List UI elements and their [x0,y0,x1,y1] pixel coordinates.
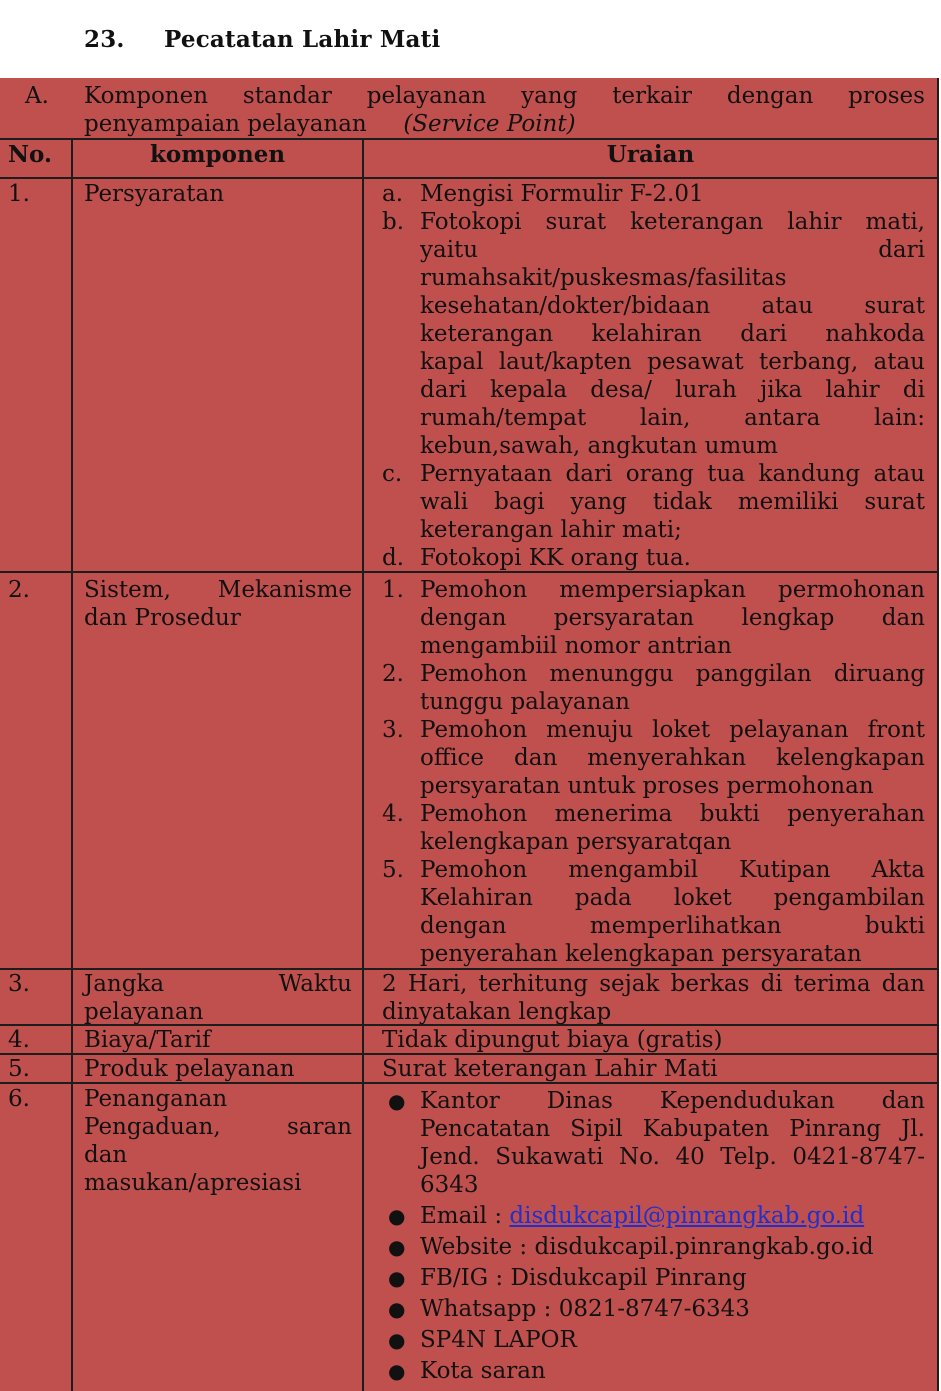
step-number: 3. [382,717,404,743]
email-label: Email : [420,1203,510,1229]
procedure-step [382,856,925,968]
requirement-item [382,180,925,208]
row-6-no: 6. [8,1086,30,1112]
bullet-dot-icon: ● [388,1204,406,1228]
header-row-divider [0,177,939,179]
contact-sp4n [382,1326,925,1354]
item-line: rumah/tempat lain, antara lain: [420,405,925,431]
item-line: Pencatatan Sipil Kabupaten Pinrang Jl. [420,1116,925,1142]
website-text: Website : disdukcapil.pinrangkab.go.id [420,1234,874,1260]
heading-word: pelayanan [366,83,487,109]
komponen-line: masukan/apresiasi [84,1170,302,1196]
fbig-text: FB/IG : Disdukcapil Pinrang [420,1265,747,1291]
item-line: Fotokopi surat keterangan lahir mati, [420,209,925,235]
table-border-top [0,138,939,140]
item-line: persyaratan untuk proses permohonan [420,773,874,799]
item-line: penyerahan kelengkapan persyaratan [420,941,862,967]
item-line: Pemohon mempersiapkan permohonan [420,577,925,603]
row-2-komponen [84,576,352,632]
step-number: 5. [382,857,404,883]
row-6-komponen [84,1085,352,1197]
row-2-uraian [382,576,925,968]
item-line: mengambiil nomor antrian [420,633,732,659]
komponen-line: dan [84,1142,128,1168]
row-1-uraian [382,180,925,572]
item-line: Pemohon mengambil Kutipan Akta [420,857,925,883]
subsection-line-2 [84,110,925,138]
section-title: Pecatatan Lahir Mati [164,26,441,53]
step-number: 4. [382,801,404,827]
subsection-text [84,82,925,138]
item-marker: a. [382,181,404,207]
item-line: keterangan lahir mati; [420,517,682,543]
contact-whatsapp [382,1295,925,1323]
row-3-uraian [382,970,925,1026]
uraian-line: dinyatakan lengkap [382,999,612,1025]
heading-word: proses [848,83,925,109]
item-line: Pernyataan dari orang tua kandung atau [420,461,925,487]
bullet-dot-icon: ● [388,1266,406,1290]
header-no: No. [8,141,52,168]
procedure-step [382,576,925,660]
column-divider-2 [362,138,364,1391]
email-link[interactable]: disdukcapil@pinrangkab.go.id [509,1203,865,1229]
item-line: dari kepala desa/ lurah jika lahir di [420,377,925,403]
item-line: kebun,sawah, angkutan umum [420,433,778,459]
contact-website [382,1233,925,1261]
item-line: kelengkapan persyaratqan [420,829,732,855]
bullet-dot-icon: ● [388,1297,406,1321]
item-marker: d. [382,545,405,571]
row-3-no: 3. [8,971,30,997]
page-title [84,26,440,53]
row-4-komponen: Biaya/Tarif [84,1027,211,1053]
section-number: 23. [84,26,125,53]
row-1-komponen: Persyaratan [84,181,225,207]
komponen-line: Penanganan [84,1086,228,1112]
contact-email [382,1202,925,1230]
item-line: 6343 [420,1172,479,1198]
item-line: office dan menyerahkan kelengkapan [420,745,925,771]
row-2-no: 2. [8,577,30,603]
item-line: Pemohon menuju loket pelayanan front [420,717,925,743]
step-number: 2. [382,661,404,687]
requirement-item [382,544,925,572]
row-5-komponen: Produk pelayanan [84,1056,295,1082]
item-line: wali bagi yang tidak memiliki surat [420,489,925,515]
contact-fbig [382,1264,925,1292]
row-5-no: 5. [8,1056,30,1082]
item-line: dengan persyaratan lengkap dan [420,605,925,631]
row-5-uraian: Surat keterangan Lahir Mati [382,1056,718,1082]
row-4-uraian: Tidak dipungut biaya (gratis) [382,1027,723,1053]
item-line: rumahsakit/puskesmas/fasilitas [420,265,787,291]
whatsapp-text: Whatsapp : 0821-8747-6343 [420,1296,750,1322]
item-line: yaitu dari [420,237,925,263]
komponen-line: dan Prosedur [84,605,241,631]
item-marker: b. [382,209,405,235]
heading-word: Komponen [84,83,209,109]
item-line: Mengisi Formulir F-2.01 [420,181,704,207]
row-4-no: 4. [8,1027,30,1053]
step-number: 1. [382,577,404,603]
item-line: kapal laut/kapten pesawat terbang, atau [420,349,925,375]
komponen-line: Sistem, Mekanisme [84,577,352,603]
item-line: Fotokopi KK orang tua. [420,545,691,571]
item-line: dengan memperlihatkan bukti [420,913,925,939]
requirement-item [382,460,925,544]
bullet-dot-icon: ● [388,1328,406,1352]
komponen-line: Pengaduan, saran [84,1114,352,1140]
heading-line2-text: penyampaian pelayanan [84,111,367,137]
contact-kantor [382,1087,925,1199]
subsection-line-1 [84,82,925,110]
row-1-no: 1. [8,181,30,207]
item-line: keterangan kelahiran dari nahkoda [420,321,925,347]
heading-word: terkair [612,83,693,109]
komponen-line: Jangka Waktu [84,971,352,997]
komponen-line: pelayanan [84,999,204,1025]
item-line: Pemohon menunggu panggilan diruang [420,661,925,687]
heading-word: yang [521,83,578,109]
item-line: tunggu palayanan [420,689,630,715]
item-line: kesehatan/dokter/bidaan atau surat [420,293,925,319]
kota-saran-text: Kota saran [420,1358,546,1384]
bullet-dot-icon: ● [388,1089,406,1113]
bullet-dot-icon: ● [388,1359,406,1383]
item-line: Kelahiran pada loket pengambilan [420,885,925,911]
procedure-step [382,800,925,856]
heading-word: standar [242,83,332,109]
header-uraian: Uraian [606,141,695,168]
row-6-uraian [382,1087,925,1388]
column-divider-1 [71,138,73,1391]
bullet-dot-icon: ● [388,1235,406,1259]
item-line: Jend. Sukawati No. 40 Telp. 0421-8747- [420,1144,925,1170]
service-point-label: (Service Point) [403,111,576,137]
row-3-komponen [84,970,352,1026]
item-line: Kantor Dinas Kependudukan dan [420,1088,925,1114]
subsection-letter: A. [25,83,49,109]
contact-kota-saran [382,1357,925,1385]
header-komponen: komponen [149,141,286,168]
uraian-line: 2 Hari, terhitung sejak berkas di terima dan [382,971,925,997]
procedure-step [382,660,925,716]
requirement-item [382,208,925,460]
sp4n-text: SP4N LAPOR [420,1327,577,1353]
procedure-step [382,716,925,800]
item-marker: c. [382,461,403,487]
item-line: Pemohon menerima bukti penyerahan [420,801,925,827]
heading-word: dengan [726,83,814,109]
